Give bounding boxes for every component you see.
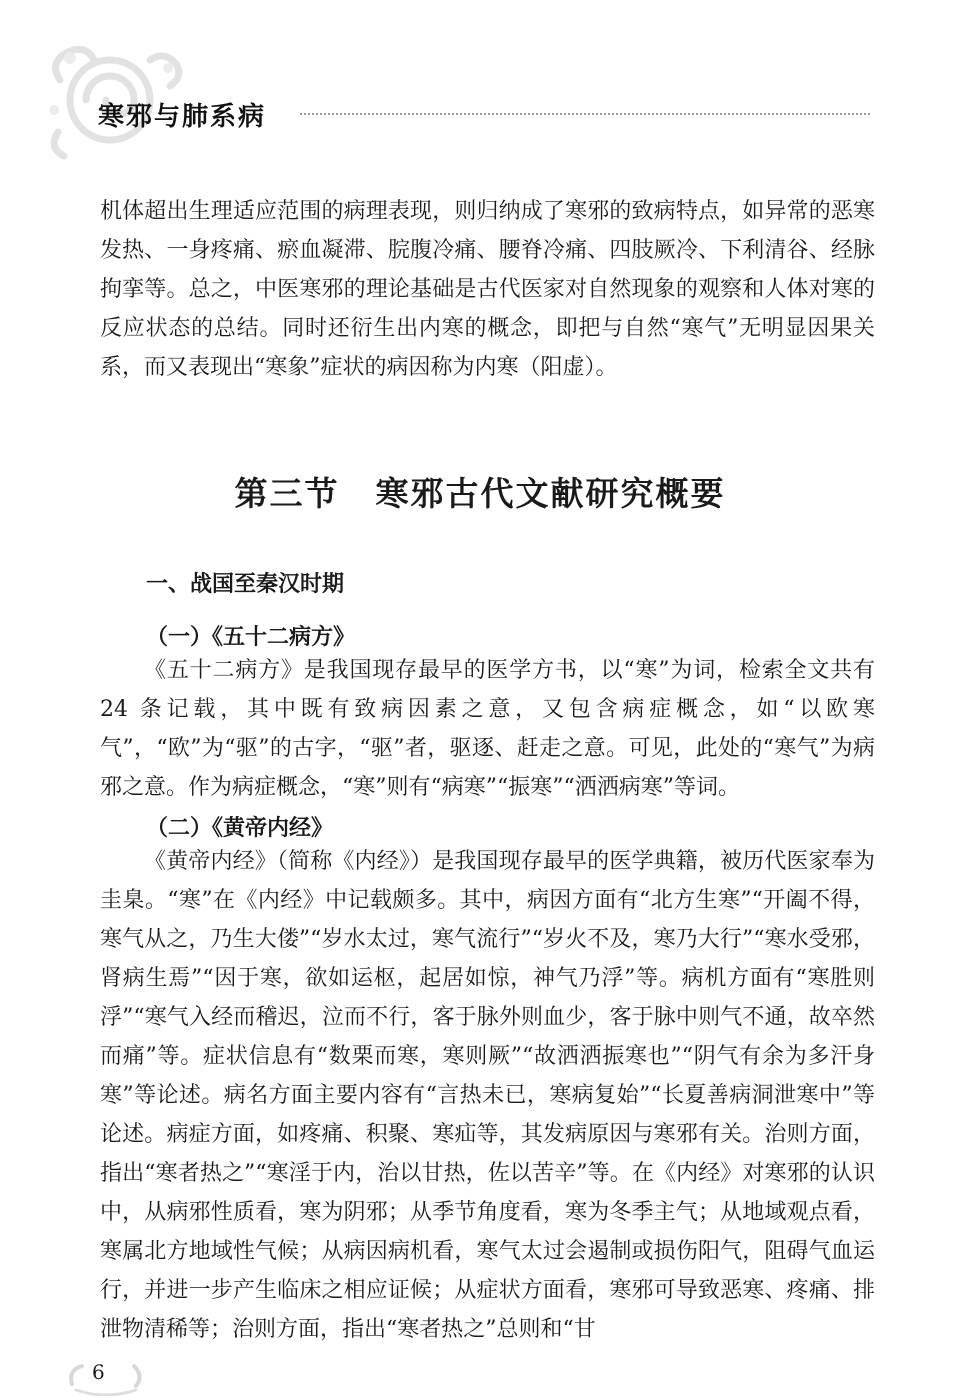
paragraph-wushierbingfang: 《五十二病方》是我国现存最早的医学方书，以“寒”为词，检索全文共有 24 条记载，其中既有致病因素之意，又包含病症概念，如“以欧寒气”，“欧”为“驱”的古字，“驱”者，驱逐、赶走之意。可见，此处的“寒气”为病邪之意。作为病症概念，“寒”则有“病寒”“振寒”“洒洒病寒”等词。 <box>100 658 875 800</box>
intro-paragraph: 机体超出生理适应范围的病理表现，则归纳成了寒邪的致病特点，如异常的恶寒发热、一身疼痛、瘀血凝滞、脘腹冷痛、腰脊冷痛、四肢厥冷、下利清谷、经脉拘挛等。总之，中医寒邪的理论基础是古代医家对自然现象的观察和人体对寒的反应状态的总结。同时还衍生出内寒的概念，即把与自然“寒气”无明显因果关系，而又表现出“寒象”症状的病因称为内寒（阳虚）。 <box>100 199 875 380</box>
header-dotted-rule <box>300 113 870 115</box>
subheading-huangdineijing: （二）《黄帝内经》 <box>146 815 334 841</box>
section-title <box>0 468 960 515</box>
section-number: 第三节 <box>234 474 340 513</box>
section-heading: 寒邪古代文献研究概要 <box>375 474 726 513</box>
heading-period: 一、战国至秦汉时期 <box>146 572 345 597</box>
page-number-ornament-icon <box>66 1356 146 1396</box>
page-number: 6 <box>92 1360 105 1384</box>
subheading-wushierbingfang: （一）《五十二病方》 <box>146 624 356 650</box>
paragraph-huangdineijing: 《黄帝内经》（简称《内经》）是我国现存最早的医学典籍，被历代医家奉为圭臬。“寒”在《内经》中记载颇多。其中，病因方面有“北方生寒”“开阖不得，寒气从之，乃生大偻”“岁水太过，寒气流行”“岁火不及，寒乃大行”“寒水受邪，肾病生焉”“因于寒，欲如运枢，起居如惊，神气乃浮”等。病机方面有“寒胜则浮”“寒气入经而稽迟，泣而不行，客于脉外则血少，客于脉中则气不通，故卒然而痛”等。症状信息有“数栗而寒，寒则厥”“故洒洒振寒也”“阴气有余为多汗身寒”等论述。病名方面主要内容有“言热未已，寒病复始”“长夏善病洞泄寒中”等论述。病症方面，如疼痛、积聚、寒疝等，其发病原因与寒邪有关。治则方面，指出“寒者热之”“寒淫于内，治以甘热，佐以苦辛”等。在《内经》对寒邪的认识中，从病邪性质看，寒为阴邪；从季节角度看，寒为冬季主气；从地域观点看，寒属北方地域性气候；从病因病机看，寒气太过会遏制或损伤阳气，阻碍气血运行，并进一步产生临床之相应证候；从症状方面看，寒邪可导致恶寒、疼痛、排泄物清稀等；治则方面，指出“寒者热之”总则和“甘 <box>100 849 875 1342</box>
running-header-title: 寒邪与肺系病 <box>98 102 267 132</box>
